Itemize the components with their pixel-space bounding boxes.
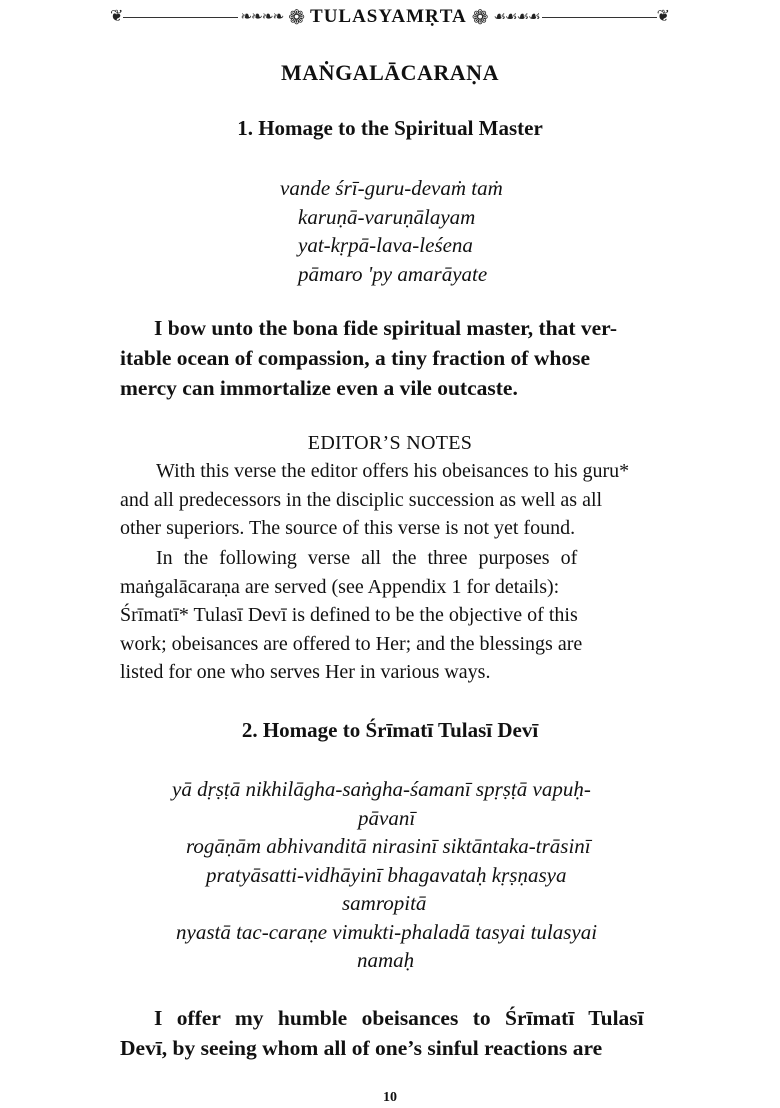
right-end-ornament: ❦ bbox=[656, 8, 671, 25]
notes-line: Śrīmatī* Tulasī Devī is defined to be the objective of this bbox=[120, 604, 578, 626]
section-title: MAṄGALĀCARAṆA bbox=[281, 60, 499, 85]
verse1-translation bbox=[120, 313, 660, 403]
translation-line: mercy can immortalize even a vile outcaste. bbox=[120, 376, 518, 400]
right-vine-ornament: ☙☙☙☙ bbox=[493, 9, 540, 25]
translation-line: I bow unto the bona fide spiritual master, that ver- bbox=[154, 316, 618, 340]
verse-line: yat-kṛpā-lava-leśena bbox=[298, 233, 473, 257]
verse-line: nyastā tac-caraṇe vimukti-phaladā tasyai tulasyai bbox=[176, 919, 598, 944]
editors-notes-heading: EDITOR’S NOTES bbox=[307, 432, 473, 454]
verse-line: pāvanī bbox=[358, 805, 416, 830]
editors-notes-paragraph-1 bbox=[120, 457, 660, 543]
notes-line: In the following verse all the three purposes of bbox=[156, 547, 578, 569]
notes-line: work; obeisances are offered to Her; and the blessings are bbox=[120, 632, 583, 655]
left-vine-ornament: ❧❧❧❧ bbox=[240, 9, 284, 25]
notes-line: and all predecessors in the disciplic succession as well as all bbox=[120, 488, 603, 511]
notes-line: maṅgalācaraṇa are served (see Appendix 1 for details): bbox=[120, 575, 560, 598]
verse-line: vande śrī-guru-devaṁ taṁ bbox=[280, 176, 503, 200]
verse1-heading: 1. Homage to the Spiritual Master bbox=[237, 116, 543, 140]
verse2-heading: 2. Homage to Śrīmatī Tulasī Devī bbox=[241, 718, 539, 742]
running-title: TULASYAMṚTA bbox=[310, 6, 467, 27]
translation-line: I offer my humble obeisances to Śrīmatī Tulasī bbox=[154, 1006, 644, 1030]
verse-line: yā dṛṣṭā nikhilāgha-saṅgha-śamanī spṛṣṭā vapuḥ- bbox=[172, 777, 591, 801]
notes-line: other superiors. The source of this verse is not yet found. bbox=[120, 517, 576, 539]
notes-line: With this verse the editor offers his obeisances to his guru* bbox=[156, 460, 630, 482]
verse-line: rogāṇām abhivanditā nirasinī siktāntaka-trāsinī bbox=[186, 834, 591, 858]
header-rule-left bbox=[123, 17, 238, 18]
verse1-sanskrit bbox=[0, 174, 780, 288]
left-end-ornament: ❦ bbox=[110, 8, 124, 25]
translation-line: itable ocean of compassion, a tiny fraction of whose bbox=[120, 346, 590, 370]
rosette-ornament-left: ❁ bbox=[288, 5, 306, 29]
verse2-translation bbox=[120, 1003, 660, 1063]
verse-line: namaḥ bbox=[357, 948, 415, 972]
page-number: 10 bbox=[383, 1090, 397, 1105]
verse2-sanskrit bbox=[0, 775, 780, 975]
verse-line: samropitā bbox=[342, 891, 427, 915]
running-header bbox=[110, 4, 670, 30]
translation-line: Devī, by seeing whom all of one’s sinful reactions are bbox=[120, 1036, 603, 1060]
rosette-ornament-right: ❁ bbox=[471, 5, 489, 29]
header-rule-right bbox=[542, 17, 657, 18]
verse-line: pāmaro 'py amarāyate bbox=[298, 261, 488, 286]
notes-line: listed for one who serves Her in various ways. bbox=[120, 661, 491, 683]
editors-notes-paragraph-2 bbox=[120, 544, 660, 687]
verse-line: karuṇā-varuṇālayam bbox=[298, 204, 476, 229]
verse-line: pratyāsatti-vidhāyinī bhagavataḥ kṛṣṇasya bbox=[206, 862, 567, 887]
